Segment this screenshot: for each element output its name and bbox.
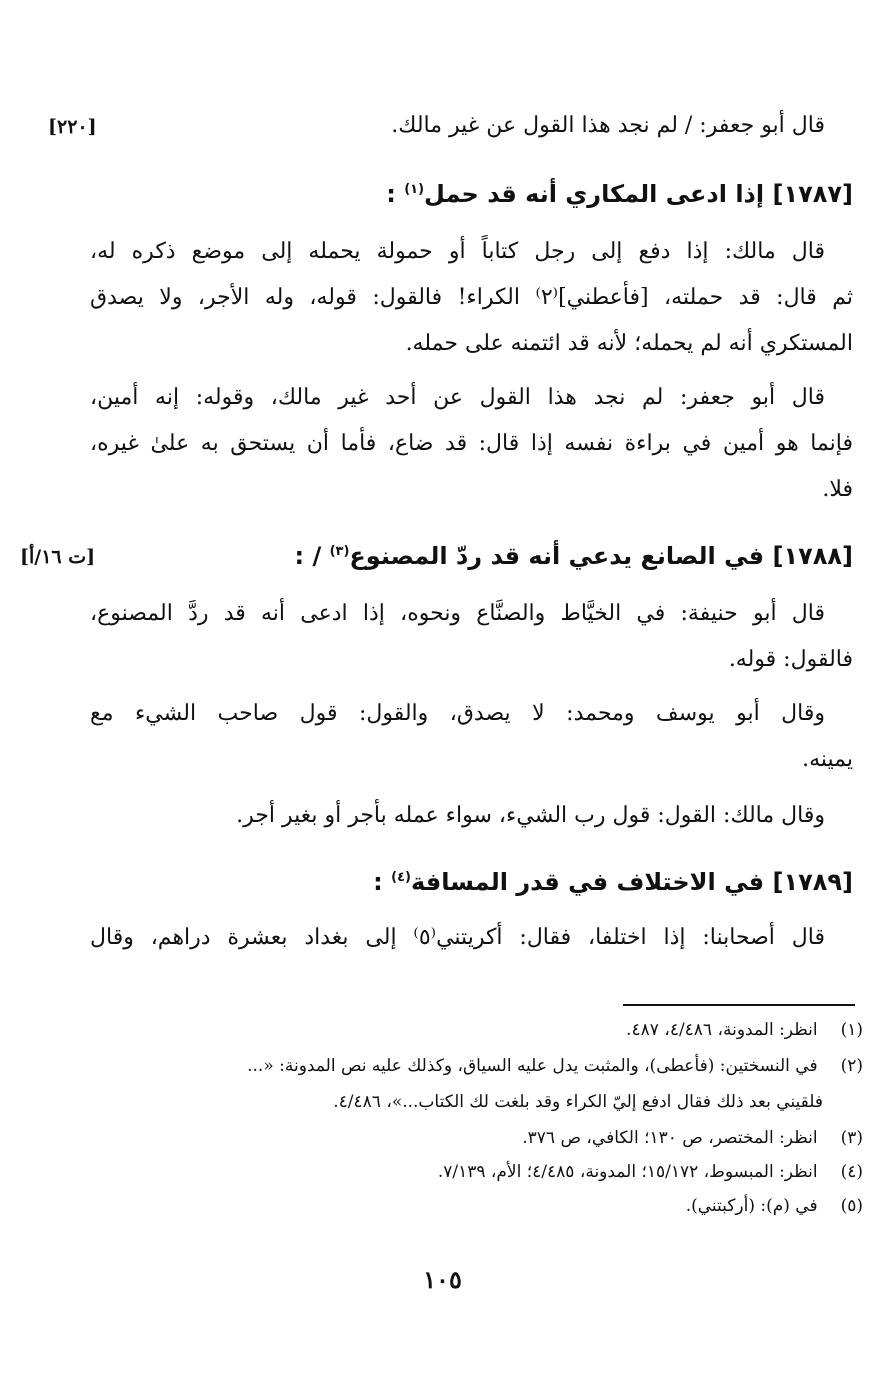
footnote-continuation: فلقيني بعد ذلك فقال ادفع إليّ الكراء وقد بلغت لك الكتاب...»، ٤/٤٨٦. xyxy=(333,1092,823,1112)
footnote-number: (٤) xyxy=(840,1162,863,1182)
footnote-text: في النسختين: (فأعطى)، والمثبت يدل عليه السياق، وكذلك عليه نص المدونة: «... xyxy=(247,1056,818,1076)
body-line: فإنما هو أمين في براءة نفسه إذا قال: قد ضاع، فأما أن يستحق به علىٰ غيره، xyxy=(90,431,853,456)
header-text: قال أبو جعفر: / لم نجد هذا القول عن غير مالك. xyxy=(391,113,825,138)
body-line: يمينه. xyxy=(802,747,853,772)
body-line: قال أبو حنيفة: في الخيَّاط والصنَّاع ونحوه، إذا ادعى أنه قد ردَّ المصنوع، xyxy=(90,601,825,626)
footnote-text: في (م): (أركبتني). xyxy=(685,1196,818,1216)
page-number: ١٠٥ xyxy=(423,1265,462,1294)
footnote xyxy=(438,1158,863,1186)
section-number: [١٧٨٧] xyxy=(772,180,853,208)
section-number: [١٧٨٨] xyxy=(772,542,853,570)
section-suffix: : xyxy=(373,868,383,896)
section-number: [١٧٨٩] xyxy=(772,868,853,896)
section-heading-1788 xyxy=(294,536,853,576)
margin-manuscript-reference: [ت ١٦/أ] xyxy=(20,546,96,568)
footnote-number: (٢) xyxy=(840,1056,863,1076)
footnote xyxy=(686,1192,863,1220)
body-line: قال أصحابنا: إذا اختلفا، فقال: أكريتني⁽٥⁾ إلى بغداد بعشرة دراهم، وقال xyxy=(90,925,825,950)
footnote-text: انظر: المبسوط، ١٥/١٧٢؛ المدونة، ٤/٤٨٥؛ الأم، ٧/١٣٩. xyxy=(437,1162,818,1182)
body-line: المستكري أنه لم يحمله؛ لأنه قد ائتمنه على حمله. xyxy=(405,331,853,356)
section-title: في الاختلاف في قدر المسافة xyxy=(410,868,765,896)
footnote-ref: (٣) xyxy=(329,544,350,559)
body-line: قال أبو جعفر: لم نجد هذا القول عن أحد غير مالك، وقوله: إنه أمين، xyxy=(90,385,825,410)
footnote-text: انظر: المختصر، ص ١٣٠؛ الكافي، ص ٣٧٦. xyxy=(522,1128,818,1148)
footnote xyxy=(247,1052,863,1080)
body-line: فالقول: قوله. xyxy=(728,647,853,672)
footnote-number: (٥) xyxy=(840,1196,863,1216)
section-suffix: / : xyxy=(294,542,322,570)
footnote-number: (١) xyxy=(840,1020,863,1040)
section-heading-1789 xyxy=(373,862,853,902)
section-title: في الصانع يدعي أنه قد ردّ المصنوع xyxy=(349,542,765,570)
section-title: إذا ادعى المكاري أنه قد حمل xyxy=(424,180,765,208)
footnote-separator xyxy=(623,1004,855,1006)
body-line: وقال أبو يوسف ومحمد: لا يصدق، والقول: قول صاحب الشيء مع xyxy=(90,701,825,726)
section-suffix: : xyxy=(386,180,396,208)
footnote-text: انظر: المدونة، ٤/٤٨٦، ٤٨٧. xyxy=(626,1020,818,1040)
footnote-number: (٣) xyxy=(840,1128,863,1148)
section-heading-1787 xyxy=(386,174,853,214)
footnote xyxy=(522,1124,863,1152)
footnote xyxy=(626,1016,863,1044)
body-line: قال مالك: إذا دفع إلى رجل كتاباً أو حمولة يحمله إلى موضع ذكره له، xyxy=(90,239,825,264)
margin-page-reference: [٢٢٠] xyxy=(48,116,97,138)
body-line: فلا. xyxy=(822,477,853,502)
body-line: ثم قال: قد حملته، [فأعطني]⁽٢⁾ الكراء! فالقول: قوله، وله الأجر، ولا يصدق xyxy=(90,285,853,310)
body-line: وقال مالك: القول: قول رب الشيء، سواء عمله بأجر أو بغير أجر. xyxy=(236,803,825,828)
footnote-ref: (١) xyxy=(404,182,425,197)
footnote-ref: (٤) xyxy=(391,870,411,885)
